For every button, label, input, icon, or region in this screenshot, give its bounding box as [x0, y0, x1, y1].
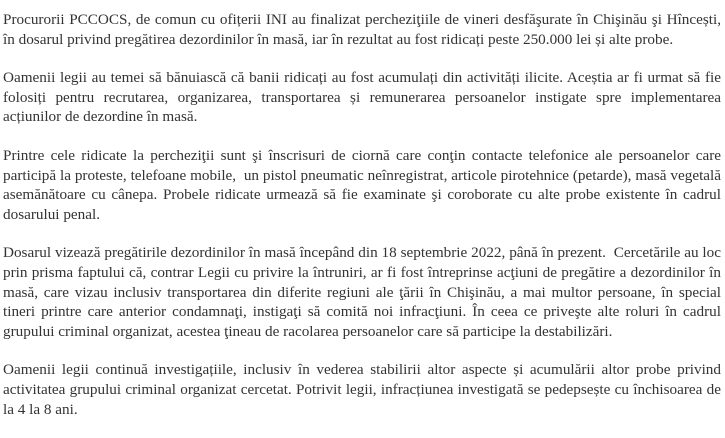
- article-paragraph-5: Oamenii legii continuă investigațiile, inclusiv în vederea stabilirii altor aspecte și acumulării altor probe privind activitatea grupului criminal organizat cercetat. Potrivit legii, infracțiunea investigată se pedepsește cu închisoarea de la 4 la 8 ani.: [3, 361, 725, 418]
- article-paragraph-1: Procurorii PCCOCS, de comun cu ofițerii INI au finalizat percheziţiile de vineri desfăşurate în Chişinău şi Hîncești, în dosarul privind pregătirea dezordinilor în masă, iar în rezultat au fost ridicați peste 250.000 lei și alte probe.: [3, 11, 725, 48]
- article-body: [3, 0, 725, 438]
- article-paragraph-3: Printre cele ridicate la percheziţii sunt şi înscrisuri de ciornă care conţin contacte telefonice ale persoanelor care participă la proteste, telefoane mobile, un pistol pneumatic neînregistrat, articole pirotehnice (petarde), masă vegetală asemănătoare cu cânepa. Probele ridicate urmează să fie examinate şi coroborate cu alte probe existente în cadrul dosarului penal.: [3, 146, 725, 223]
- article-paragraph-4: Dosarul vizează pregătirile dezordinilor în masă începând din 18 septembrie 2022, până în prezent. Cercetările au loc prin prisma faptului că, contrar Legii cu privire la întruniri, ar fi fost întreprinse acţiuni de pregătire a dezordinilor în masă, care vizau inclusiv transportarea din diferite regiuni ale ţării în Chişinău, a mai multor persoane, în special tineri printre care anterior condamnaţi, instigaţi să comită noi infracţiuni. În ceea ce priveşte alte roluri în cadrul grupului criminal organizat, acestea ţineau de racolarea persoanelor care să participe la destabilizări.: [3, 244, 725, 340]
- article-paragraph-2: Oamenii legii au temei să bănuiască că banii ridicați au fost acumulați din activități ilicite. Aceștia ar fi urmat să fie folosiți pentru recrutarea, organizarea, transportarea și remunerarea persoanelor instigate spre implementarea acțiunilor de dezordine în masă.: [3, 69, 725, 126]
